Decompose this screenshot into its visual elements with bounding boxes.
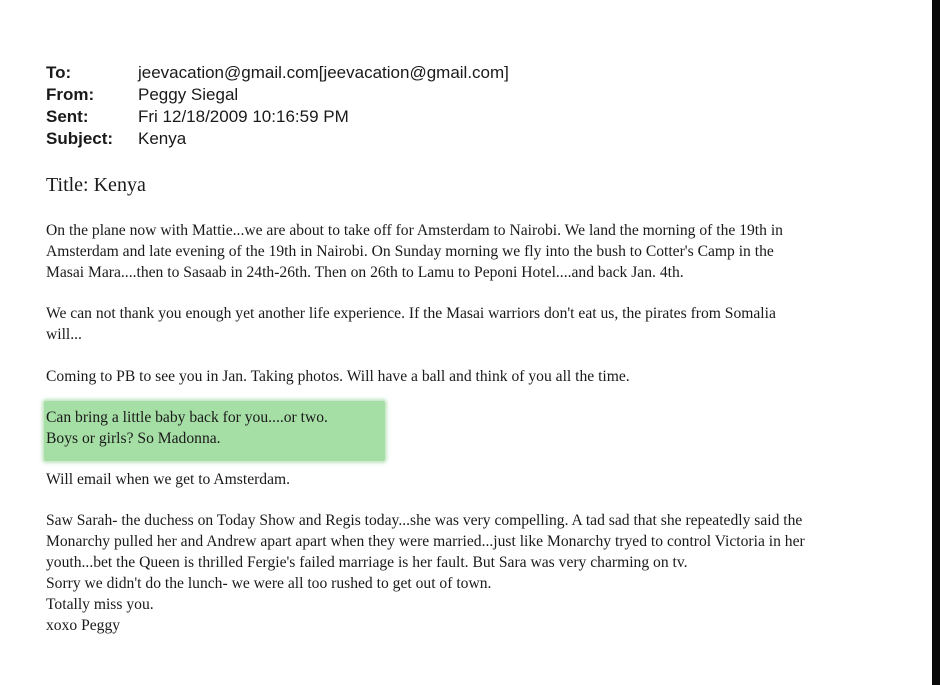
- from-row: [46, 84, 509, 106]
- text-line: Totally miss you.: [46, 596, 154, 613]
- text-line: Amsterdam and late evening of the 19th in Nairobi. On Sunday morning we fly into the bush to Cotter's Camp in the: [46, 243, 774, 260]
- to-label: To:: [46, 63, 72, 82]
- paragraph-highlighted: [46, 407, 328, 449]
- paragraph-itinerary: [46, 220, 783, 283]
- text-line: We can not thank you enough yet another life experience. If the Masai warriors don't eat us, the pirates from Somalia: [46, 305, 776, 322]
- sent-label: Sent:: [46, 107, 89, 126]
- to-row: [46, 62, 509, 84]
- paragraph-will-email: [46, 469, 290, 490]
- text-line: Will email when we get to Amsterdam.: [46, 471, 291, 488]
- text-line: Boys or girls? So Madonna.: [46, 430, 221, 447]
- text-line: Sorry we didn't do the lunch- we were all too rushed to get out of town.: [46, 575, 492, 592]
- right-edge-bar: [932, 0, 940, 685]
- subject-label: Subject:: [46, 129, 114, 148]
- subject-value: Kenya: [138, 129, 187, 148]
- text-line: On the plane now with Mattie...we are about to take off for Amsterdam to Nairobi. We land the morning of the 19th in: [46, 222, 783, 239]
- sent-value: Fri 12/18/2009 10:16:59 PM: [138, 107, 349, 126]
- sent-row: [46, 106, 509, 128]
- document-title: Title: Kenya: [46, 174, 146, 196]
- paragraph-coming-to-pb: [46, 366, 630, 387]
- paragraph-closing: [46, 510, 805, 636]
- text-line: Saw Sarah- the duchess on Today Show and Regis today...she was very compelling. A tad sad that she repeatedly said the: [46, 512, 803, 529]
- text-line: will...: [46, 326, 82, 343]
- text-line: youth...bet the Queen is thrilled Fergie's failed marriage is her fault. But Sara was very charming on tv.: [46, 554, 688, 571]
- text-line: Monarchy pulled her and Andrew apart apart when they were married...just like Monarchy tryed to control Victoria in her: [46, 533, 805, 550]
- subject-row: [46, 128, 509, 150]
- from-value: Peggy Siegal: [138, 85, 239, 104]
- text-line: Can bring a little baby back for you....or two.: [46, 409, 328, 426]
- email-header: [46, 62, 509, 150]
- signature-line: xoxo Peggy: [46, 617, 121, 634]
- text-line: Masai Mara....then to Sasaab in 24th-26th. Then on 26th to Lamu to Peponi Hotel....and back Jan. 4th.: [46, 264, 684, 281]
- from-label: From:: [46, 85, 95, 104]
- paragraph-thanks: [46, 303, 776, 345]
- to-value: jeevacation@gmail.com[jeevacation@gmail.com]: [138, 63, 509, 82]
- text-line: Coming to PB to see you in Jan. Taking photos. Will have a ball and think of you all the time.: [46, 368, 630, 385]
